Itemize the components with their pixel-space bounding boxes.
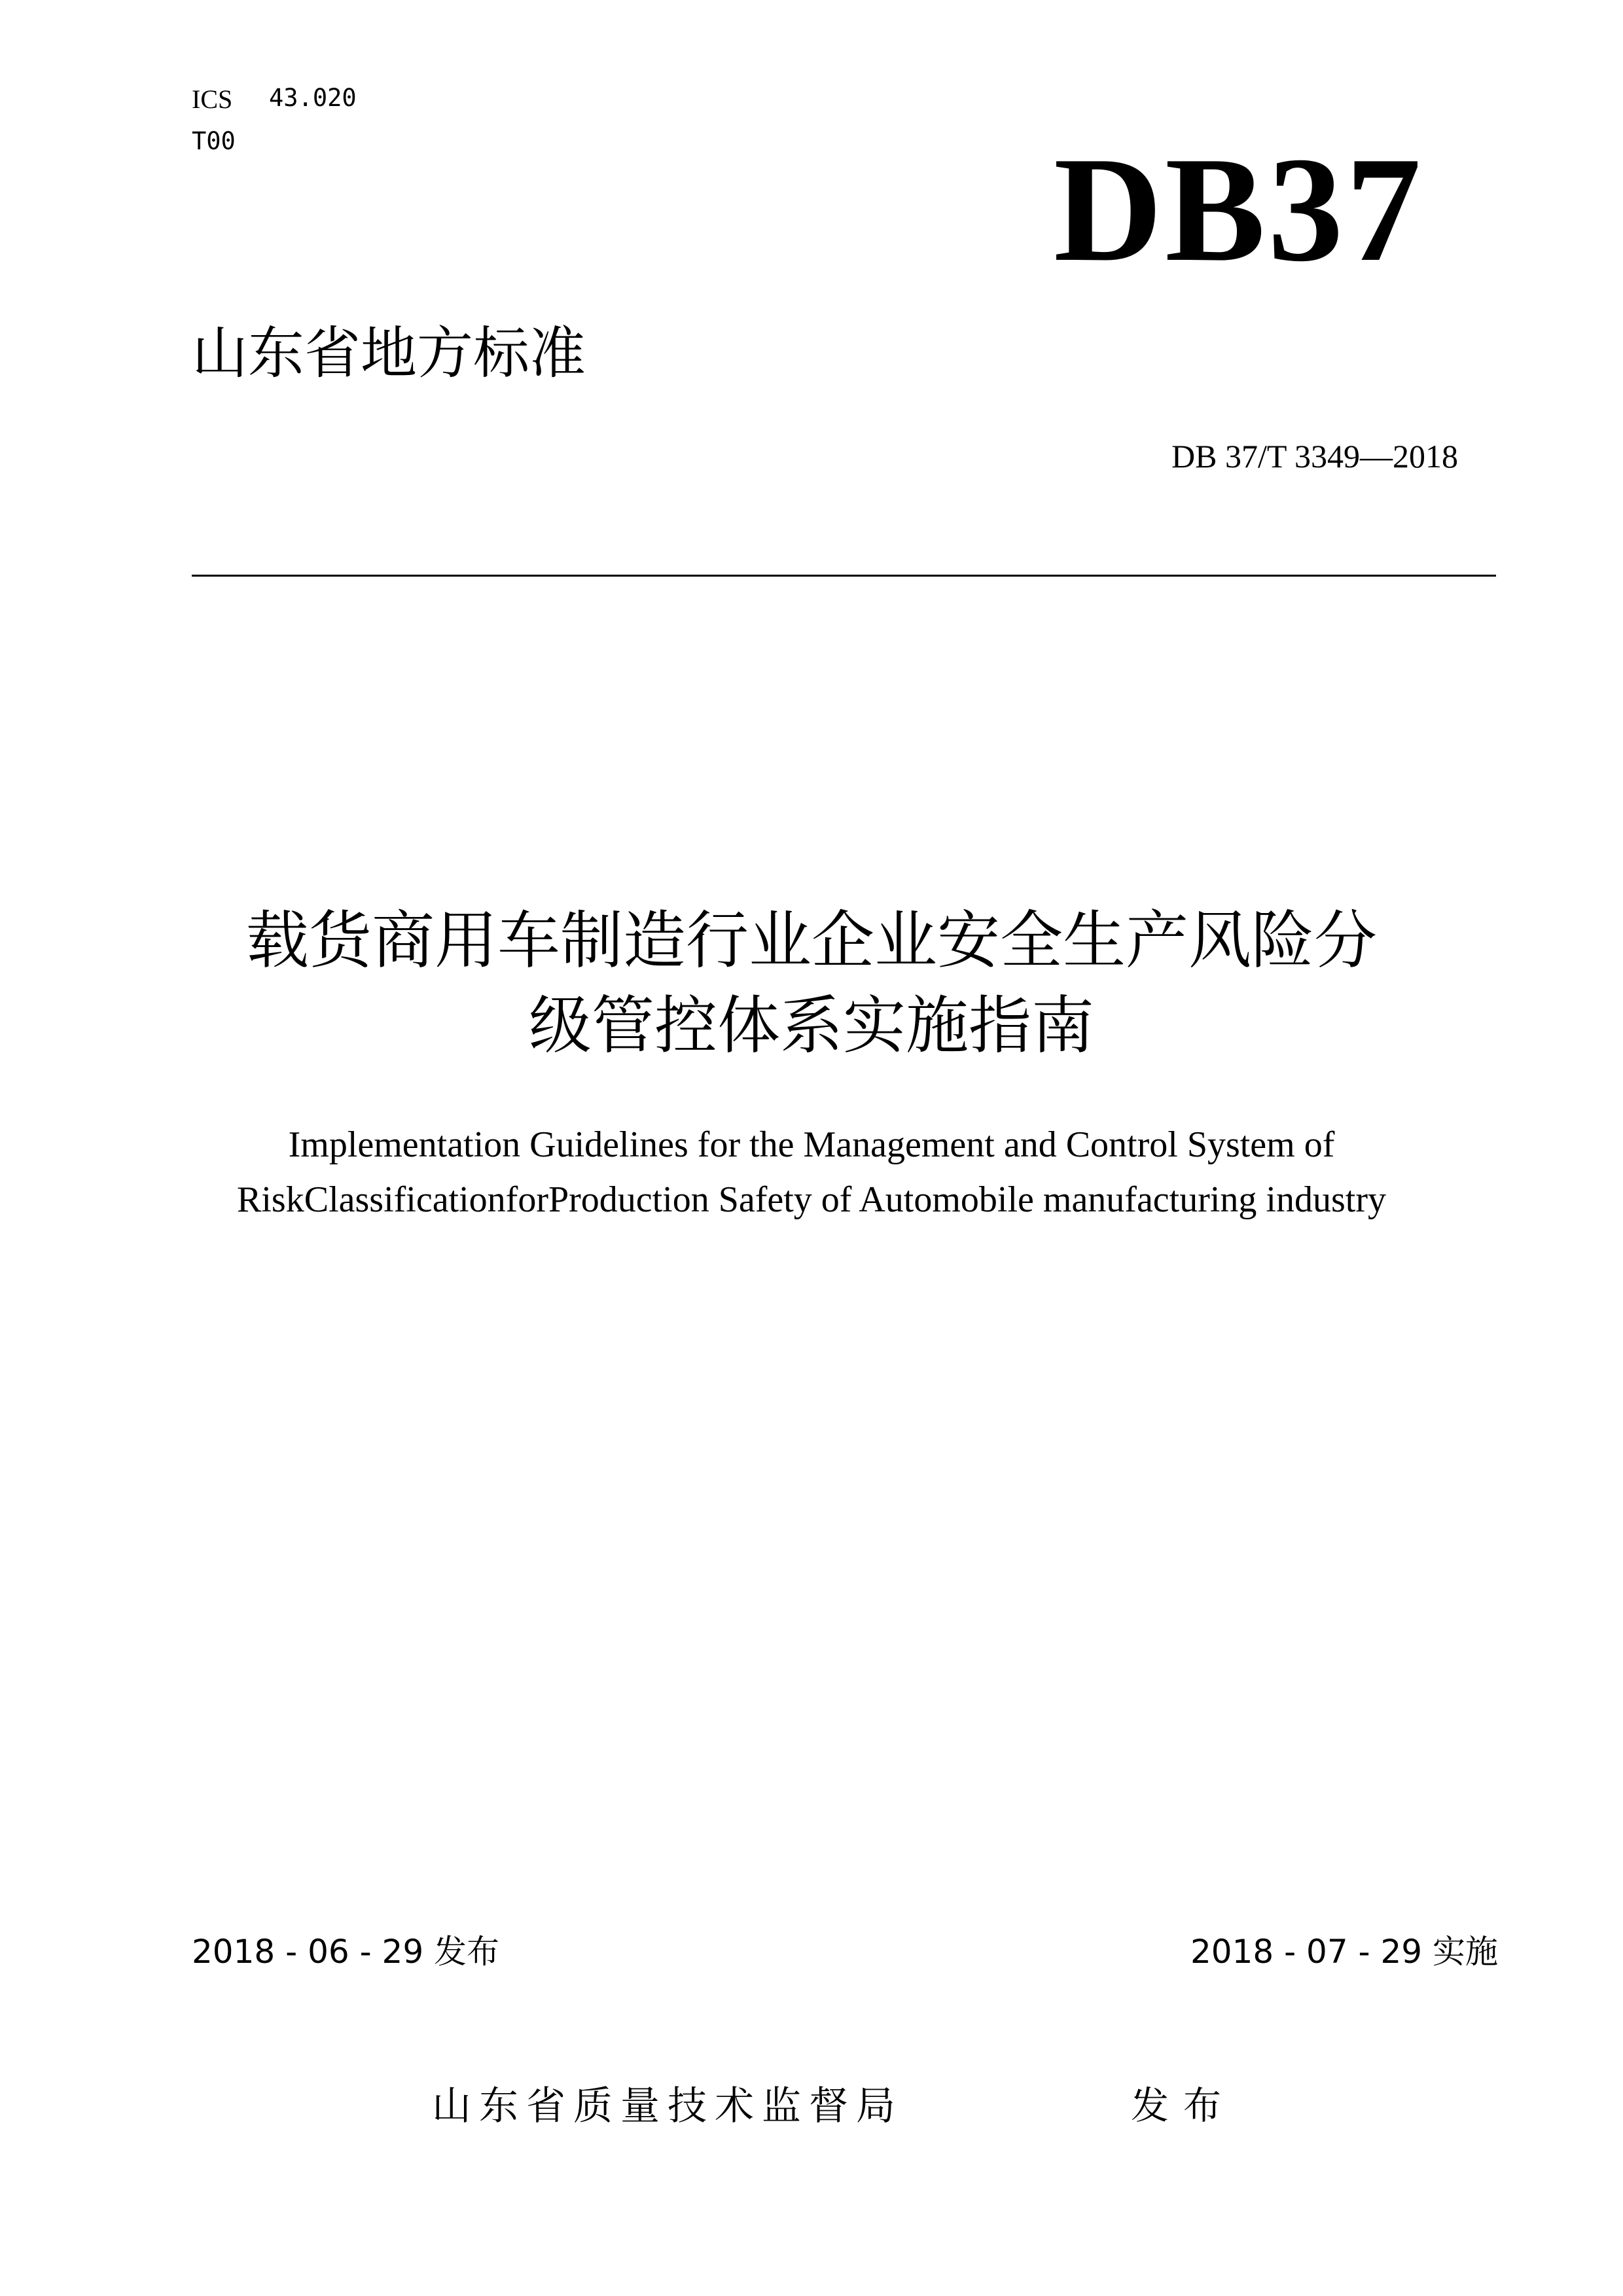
- title-english-line-2: RiskClassificationforProduction Safety of Automobile manufacturing industry: [237, 1179, 1386, 1220]
- standard-number: DB 37/T 3349—2018: [1171, 438, 1458, 475]
- title-chinese-line-1: 载货商用车制造行业企业安全生产风险分: [246, 904, 1377, 977]
- title-chinese-line-2: 级管控体系实施指南: [529, 989, 1094, 1062]
- classification-code: T00: [192, 127, 236, 155]
- ics-code: 43.020: [269, 84, 357, 112]
- db37-logo: DB37: [1054, 126, 1424, 293]
- standard-type: 山东省地方标准: [192, 321, 586, 386]
- title-english: [0, 1117, 1623, 1227]
- header-divider: [192, 575, 1496, 577]
- title-chinese: [0, 898, 1623, 1068]
- title-english-line-1: Implementation Guidelines for the Management and Control System of: [288, 1124, 1335, 1165]
- publisher-name: 山东省质量技术监督局: [432, 2083, 903, 2129]
- implementation-date: 2018 - 07 - 29 实施: [1190, 1933, 1498, 1971]
- issue-date: 2018 - 06 - 29 发布: [192, 1933, 500, 1971]
- publish-label: 发布: [1131, 2083, 1236, 2128]
- ics-label: ICS: [192, 84, 233, 114]
